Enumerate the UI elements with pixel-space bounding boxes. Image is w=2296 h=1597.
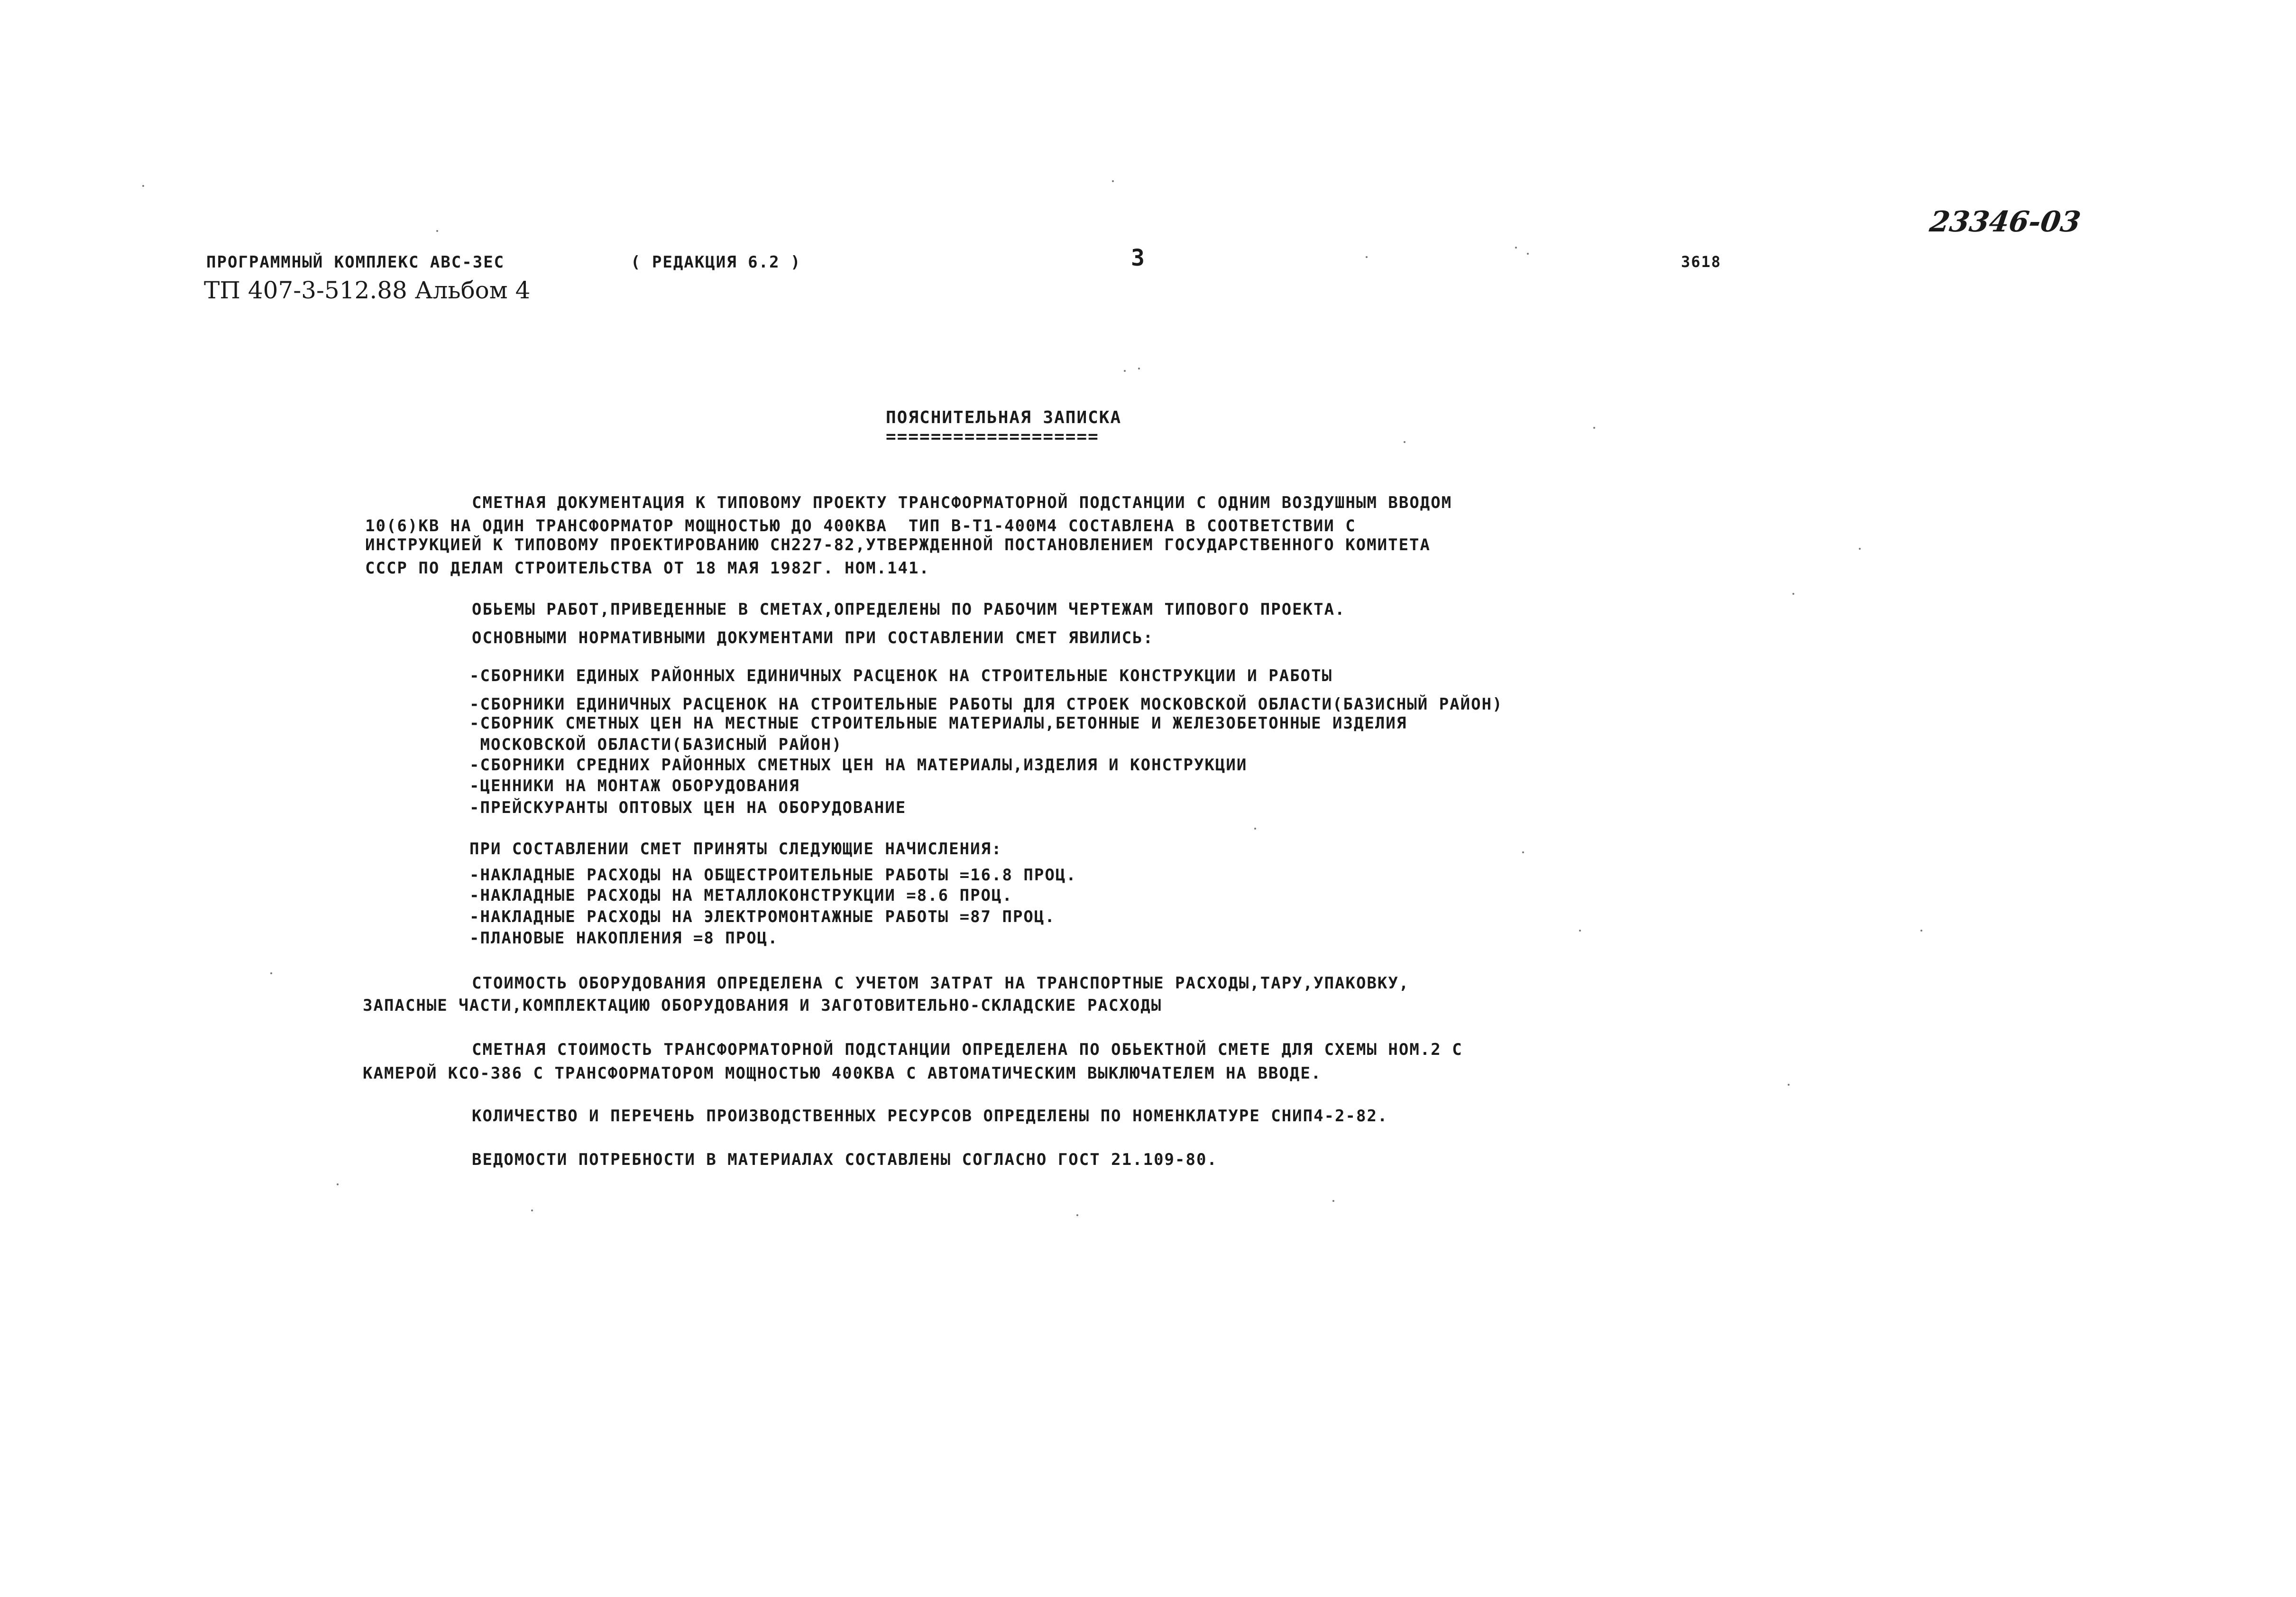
list-item: -НАКЛАДНЫЕ РАСХОДЫ НА ЭЛЕКТРОМОНТАЖНЫЕ РАБОТЫ =87 ПРОЦ. [469,907,1056,926]
list-item: -НАКЛАДНЫЕ РАСХОДЫ НА ОБЩЕСТРОИТЕЛЬНЫЕ РАБОТЫ =16.8 ПРОЦ. [469,866,1077,885]
list-item: -СБОРНИКИ СРЕДНИХ РАЙОННЫХ СМЕТНЫХ ЦЕН НА МАТЕРИАЛЫ,ИЗДЕЛИЯ И КОНСТРУКЦИИ [469,756,1248,775]
list-item: -ЦЕННИКИ НА МОНТАЖ ОБОРУДОВАНИЯ [469,776,800,795]
paragraph-line: СМЕТНАЯ СТОИМОСТЬ ТРАНСФОРМАТОРНОЙ ПОДСТАНЦИИ ОПРЕДЕЛЕНА ПО ОБЬЕКТНОЙ СМЕТЕ ДЛЯ СХЕМЫ НОМ.2 С [472,1040,1463,1059]
list-item: -ПЛАНОВЫЕ НАКОПЛЕНИЯ =8 ПРОЦ. [469,929,779,948]
sheet-code: 3618 [1681,253,1722,271]
title-underline: =================== [886,427,1099,446]
paragraph-line: ПРИ СОСТАВЛЕНИИ СМЕТ ПРИНЯТЫ СЛЕДУЮЩИЕ НАЧИСЛЕНИЯ: [469,840,1002,859]
list-item: -СБОРНИКИ ЕДИНИЧНЫХ РАСЦЕНОК НА СТРОИТЕЛЬНЫЕ РАБОТЫ ДЛЯ СТРОЕК МОСКОВСКОЙ ОБЛАСТИ(БАЗИСНЫЙ РАЙОН) [469,695,1503,714]
paragraph-line: СТОИМОСТЬ ОБОРУДОВАНИЯ ОПРЕДЕЛЕНА С УЧЕТОМ ЗАТРАТ НА ТРАНСПОРТНЫЕ РАСХОДЫ,ТАРУ,УПАКОВКУ, [472,974,1410,993]
list-item: -СБОРНИКИ ЕДИНЫХ РАЙОННЫХ ЕДИНИЧНЫХ РАСЦЕНОК НА СТРОИТЕЛЬНЫЕ КОНСТРУКЦИИ И РАБОТЫ [469,666,1333,685]
paragraph-line: ЗАПАСНЫЕ ЧАСТИ,КОМПЛЕКТАЦИЮ ОБОРУДОВАНИЯ И ЗАГОТОВИТЕЛЬНО-СКЛАДСКИЕ РАСХОДЫ [363,996,1162,1015]
paragraph-line: КОЛИЧЕСТВО И ПЕРЕЧЕНЬ ПРОИЗВОДСТВЕННЫХ РЕСУРСОВ ОПРЕДЕЛЕНЫ ПО НОМЕНКЛАТУРЕ СНИП4-2-82. [472,1107,1388,1126]
list-item: МОСКОВСКОЙ ОБЛАСТИ(БАЗИСНЫЙ РАЙОН) [469,735,843,754]
page-number: 3 [1131,245,1146,271]
list-item: -СБОРНИК СМЕТНЫХ ЦЕН НА МЕСТНЫЕ СТРОИТЕЛЬНЫЕ МАТЕРИАЛЫ,БЕТОННЫЕ И ЖЕЛЕЗОБЕТОННЫЕ ИЗДЕЛИЯ [469,714,1407,733]
inventory-number: 23346-03 [1928,205,2083,239]
paragraph-line: КАМЕРОЙ КСО-386 С ТРАНСФОРМАТОРОМ МОЩНОСТЬЮ 400КВА С АВТОМАТИЧЕСКИМ ВЫКЛЮЧАТЕЛЕМ НА ВВОДЕ. [363,1064,1322,1083]
list-item: -НАКЛАДНЫЕ РАСХОДЫ НА МЕТАЛЛОКОНСТРУКЦИИ =8.6 ПРОЦ. [469,886,1013,905]
paragraph-line: СССР ПО ДЕЛАМ СТРОИТЕЛЬСТВА ОТ 18 МАЯ 1982Г. НОМ.141. [365,559,930,578]
paragraph-line: ИНСТРУКЦИЕЙ К ТИПОВОМУ ПРОЕКТИРОВАНИЮ СН227-82,УТВЕРЖДЕННОЙ ПОСТАНОВЛЕНИЕМ ГОСУДАРСТВЕННОГО КОМИТЕТА [365,535,1431,554]
paragraph-line: ОСНОВНЫМИ НОРМАТИВНЫМИ ДОКУМЕНТАМИ ПРИ СОСТАВЛЕНИИ СМЕТ ЯВИЛИСЬ: [472,628,1154,647]
paragraph-line: СМЕТНАЯ ДОКУМЕНТАЦИЯ К ТИПОВОМУ ПРОЕКТУ ТРАНСФОРМАТОРНОЙ ПОДСТАНЦИИ С ОДНИМ ВОЗДУШНЫМ ВВОДОМ [472,493,1452,512]
paragraph-line: ВЕДОМОСТИ ПОТРЕБНОСТИ В МАТЕРИАЛАХ СОСТАВЛЕНЫ СОГЛАСНО ГОСТ 21.109-80. [472,1150,1218,1169]
edition-label: ( РЕДАКЦИЯ 6.2 ) [631,253,801,272]
paragraph-line: 10(6)КВ НА ОДИН ТРАНСФОРМАТОР МОЩНОСТЬЮ ДО 400КВА ТИП В-Т1-400М4 СОСТАВЛЕНА В СООТВЕТСТВИИ С [365,517,1356,535]
note-title: ПОЯСНИТЕЛЬНАЯ ЗАПИСКА [886,408,1122,427]
list-item: -ПРЕЙСКУРАНТЫ ОПТОВЫХ ЦЕН НА ОБОРУДОВАНИЕ [469,798,907,817]
paragraph-line: ОБЬЕМЫ РАБОТ,ПРИВЕДЕННЫЕ В СМЕТАХ,ОПРЕДЕЛЕНЫ ПО РАБОЧИМ ЧЕРТЕЖАМ ТИПОВОГО ПРОЕКТА. [472,600,1346,619]
document-reference: ТП 407-3-512.88 Альбом 4 [204,277,531,304]
software-name: ПРОГРАММНЫЙ КОМПЛЕКС АВС-3ЕС [206,253,505,272]
